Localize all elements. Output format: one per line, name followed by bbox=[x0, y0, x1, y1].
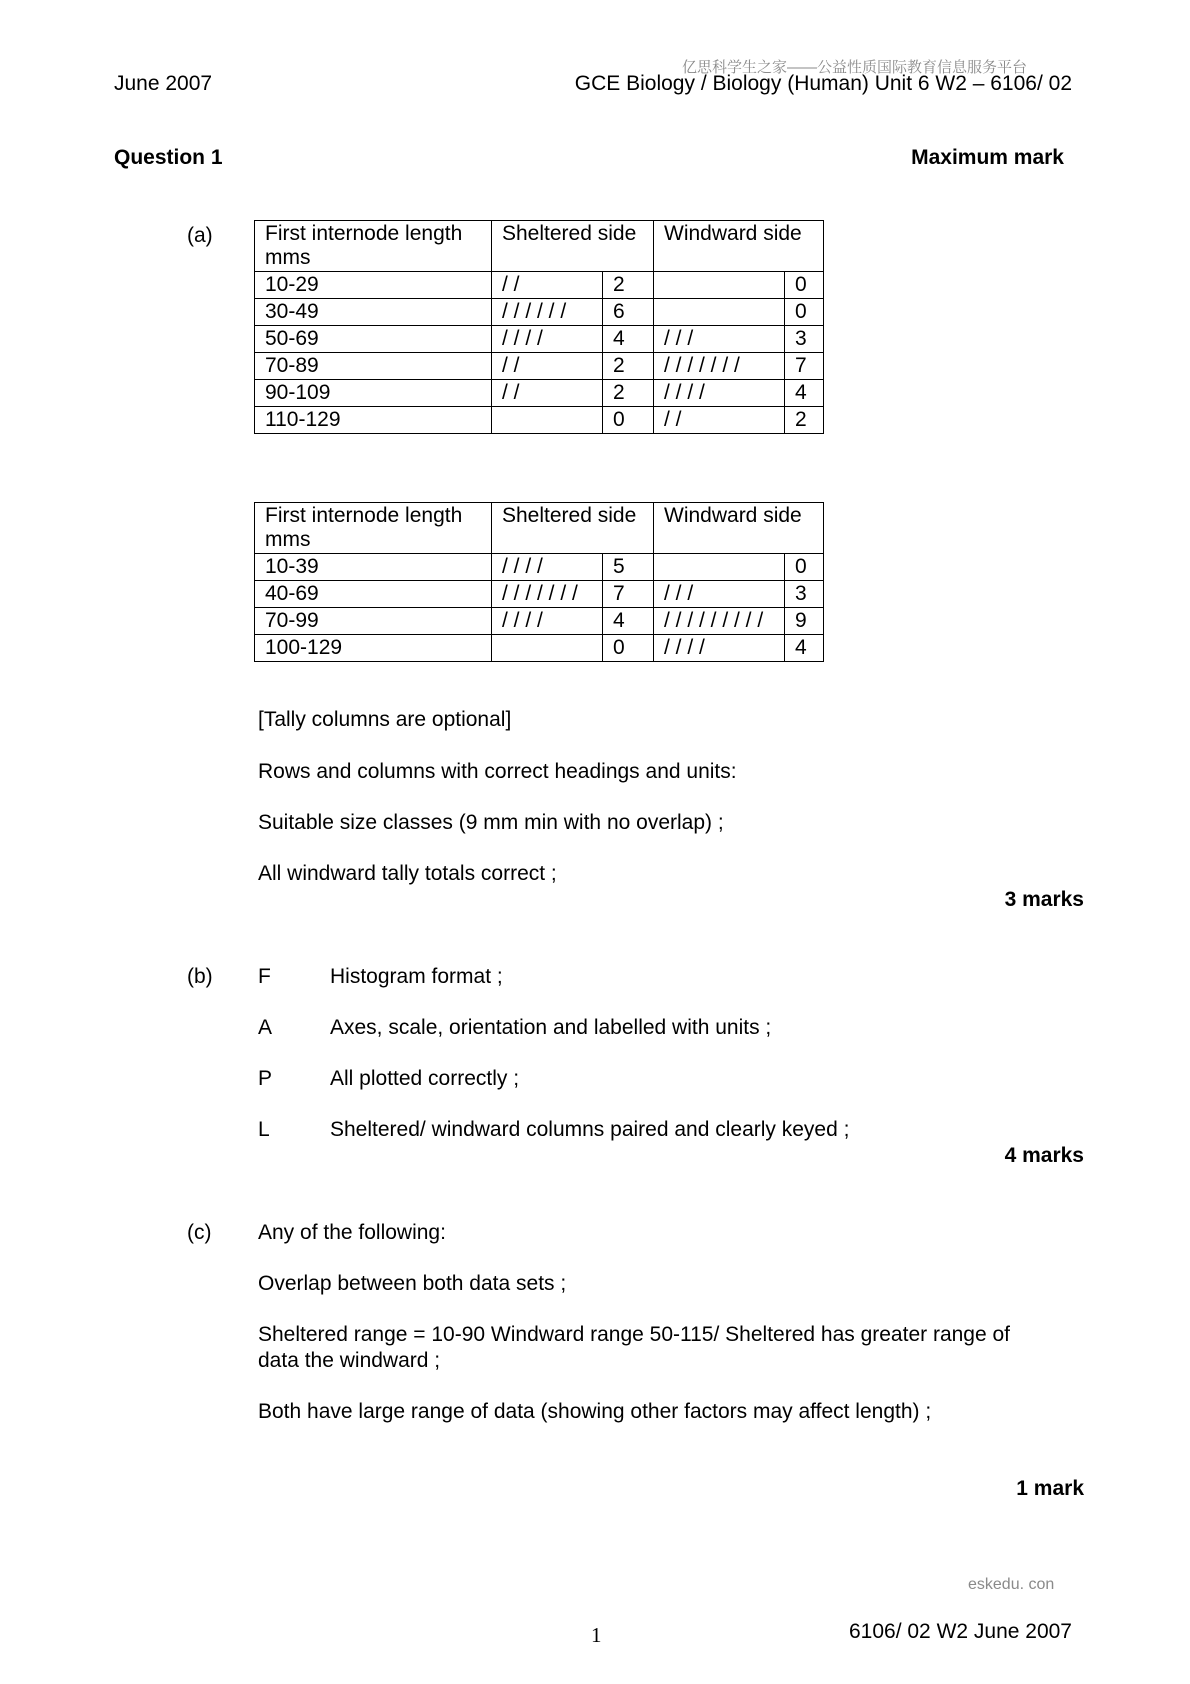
header-date: June 2007 bbox=[114, 72, 213, 95]
windward-count: 3 bbox=[785, 326, 824, 353]
watermark-text: 亿思科学生之家——公益性质国际教育信息服务平台 bbox=[682, 59, 1028, 76]
note-headings-units: Rows and columns with correct headings and units: bbox=[258, 760, 737, 783]
part-c-label: (c) bbox=[187, 1221, 212, 1244]
table-row bbox=[255, 635, 824, 662]
windward-count: 9 bbox=[785, 608, 824, 635]
header-windward-side: Windward side bbox=[654, 221, 824, 272]
table-header-row bbox=[255, 221, 824, 272]
tally-table-2 bbox=[254, 502, 824, 662]
table-row bbox=[255, 380, 824, 407]
windward-tally: / / / bbox=[654, 326, 785, 353]
criterion-text: Axes, scale, orientation and labelled with units ; bbox=[330, 1016, 772, 1039]
part-c-marks: 1 mark bbox=[1016, 1477, 1084, 1500]
windward-tally bbox=[654, 299, 785, 326]
part-c-point-large-range: Both have large range of data (showing other factors may affect length) ; bbox=[258, 1400, 932, 1423]
tally-table-1 bbox=[254, 220, 824, 434]
class-range: 30-49 bbox=[255, 299, 492, 326]
windward-count: 4 bbox=[785, 380, 824, 407]
windward-count: 4 bbox=[785, 635, 824, 662]
sheltered-tally bbox=[492, 635, 603, 662]
table-row bbox=[255, 407, 824, 434]
sheltered-count: 4 bbox=[603, 608, 654, 635]
class-range: 90-109 bbox=[255, 380, 492, 407]
sheltered-count: 4 bbox=[603, 326, 654, 353]
part-c-point-overlap: Overlap between both data sets ; bbox=[258, 1272, 567, 1295]
criterion-text: Sheltered/ windward columns paired and clearly keyed ; bbox=[330, 1118, 850, 1141]
windward-count: 0 bbox=[785, 554, 824, 581]
sheltered-count: 2 bbox=[603, 380, 654, 407]
question-title: Question 1 bbox=[114, 146, 223, 169]
table-row bbox=[255, 554, 824, 581]
class-range: 50-69 bbox=[255, 326, 492, 353]
table-row bbox=[255, 608, 824, 635]
part-c-intro: Any of the following: bbox=[258, 1221, 446, 1244]
part-a-marks: 3 marks bbox=[1004, 888, 1084, 911]
criterion-text: All plotted correctly ; bbox=[330, 1067, 520, 1090]
class-range: 100-129 bbox=[255, 635, 492, 662]
criterion-letter: A bbox=[258, 1016, 273, 1039]
sheltered-count: 0 bbox=[603, 407, 654, 434]
windward-count: 0 bbox=[785, 272, 824, 299]
sheltered-count: 7 bbox=[603, 581, 654, 608]
windward-count: 7 bbox=[785, 353, 824, 380]
note-windward-totals: All windward tally totals correct ; bbox=[258, 862, 557, 885]
maximum-mark-label: Maximum mark bbox=[911, 146, 1064, 169]
sheltered-tally: / / bbox=[492, 272, 603, 299]
windward-count: 3 bbox=[785, 581, 824, 608]
table-row bbox=[255, 326, 824, 353]
footer-code: 6106/ 02 W2 June 2007 bbox=[848, 1620, 1072, 1643]
header-sheltered-side: Sheltered side bbox=[492, 221, 654, 272]
part-b-label: (b) bbox=[187, 965, 213, 988]
sheltered-count: 6 bbox=[603, 299, 654, 326]
header-sheltered-side: Sheltered side bbox=[492, 503, 654, 554]
sheltered-tally: / / / / bbox=[492, 326, 603, 353]
windward-tally: / / / / bbox=[654, 635, 785, 662]
part-c-point-range-line1: Sheltered range = 10-90 Windward range 50-115/ Sheltered has greater range of bbox=[258, 1323, 1011, 1346]
class-range: 10-29 bbox=[255, 272, 492, 299]
class-range: 70-99 bbox=[255, 608, 492, 635]
part-a-label: (a) bbox=[187, 224, 213, 247]
windward-tally: / / bbox=[654, 407, 785, 434]
header-course: GCE Biology / Biology (Human) Unit 6 W2 – 6106/ 02 bbox=[574, 72, 1072, 95]
header-internode-length: First internode length mms bbox=[255, 503, 492, 554]
header-windward-side: Windward side bbox=[654, 503, 824, 554]
windward-tally: / / / / / / / bbox=[654, 353, 785, 380]
windward-count: 0 bbox=[785, 299, 824, 326]
windward-count: 2 bbox=[785, 407, 824, 434]
sheltered-tally: / / / / bbox=[492, 554, 603, 581]
footer-site: eskedu. con bbox=[968, 1576, 1055, 1593]
sheltered-count: 2 bbox=[603, 353, 654, 380]
windward-tally: / / / / bbox=[654, 380, 785, 407]
sheltered-tally: / / / / bbox=[492, 608, 603, 635]
table-row bbox=[255, 353, 824, 380]
windward-tally bbox=[654, 554, 785, 581]
class-range: 70-89 bbox=[255, 353, 492, 380]
table-row bbox=[255, 299, 824, 326]
sheltered-count: 2 bbox=[603, 272, 654, 299]
table-row bbox=[255, 581, 824, 608]
sheltered-count: 5 bbox=[603, 554, 654, 581]
part-c-point-range-line2: data the windward ; bbox=[258, 1349, 441, 1372]
sheltered-tally: / / / / / / bbox=[492, 299, 603, 326]
note-size-classes: Suitable size classes (9 mm min with no overlap) ; bbox=[258, 811, 724, 834]
part-b-marks: 4 marks bbox=[1004, 1144, 1084, 1167]
criterion-letter: P bbox=[258, 1067, 273, 1090]
sheltered-tally bbox=[492, 407, 603, 434]
class-range: 40-69 bbox=[255, 581, 492, 608]
windward-tally: / / / / / / / / / bbox=[654, 608, 785, 635]
criterion-text: Histogram format ; bbox=[330, 965, 503, 988]
page-number: 1 bbox=[591, 1623, 602, 1647]
windward-tally: / / / bbox=[654, 581, 785, 608]
note-tally-optional: [Tally columns are optional] bbox=[258, 708, 512, 731]
sheltered-count: 0 bbox=[603, 635, 654, 662]
criterion-letter: L bbox=[258, 1118, 270, 1141]
table-header-row bbox=[255, 503, 824, 554]
class-range: 110-129 bbox=[255, 407, 492, 434]
criterion-letter: F bbox=[258, 965, 271, 988]
windward-tally bbox=[654, 272, 785, 299]
sheltered-tally: / / / / / / / bbox=[492, 581, 603, 608]
class-range: 10-39 bbox=[255, 554, 492, 581]
table-row bbox=[255, 272, 824, 299]
header-internode-length: First internode length mms bbox=[255, 221, 492, 272]
sheltered-tally: / / bbox=[492, 380, 603, 407]
sheltered-tally: / / bbox=[492, 353, 603, 380]
